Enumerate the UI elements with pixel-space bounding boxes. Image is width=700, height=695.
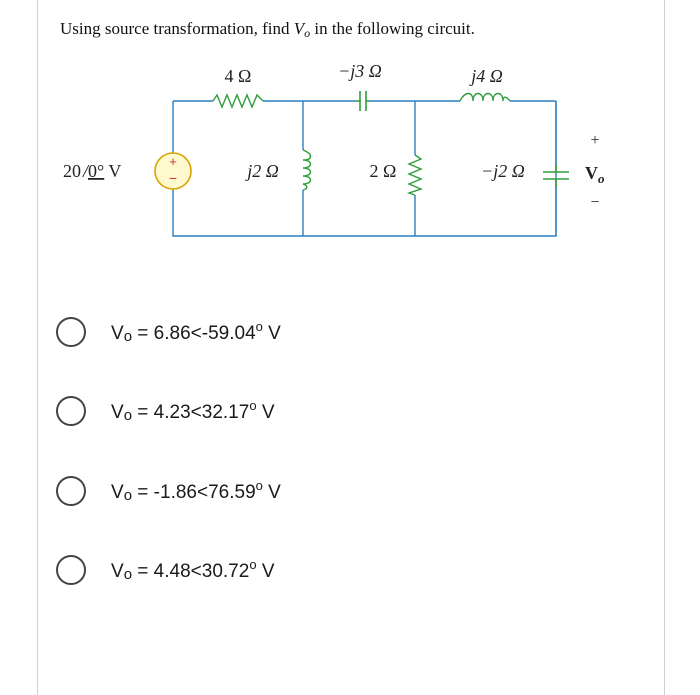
l2-label: j2 Ω [247,161,279,181]
source-minus: − [168,170,178,186]
c2-label: −j2 Ω [481,161,525,181]
option-3[interactable] [56,473,456,509]
question-prefix: Using source transformation, find [60,19,294,38]
vo-minus: − [590,194,600,211]
circuit-diagram [55,55,615,250]
source-plus: + [169,154,177,169]
source-label: 20 /0° V [63,161,122,181]
option-1[interactable] [56,314,456,350]
c1-label: −j3 Ω [338,61,382,81]
r1-label: 4 Ω [224,66,252,86]
option-4-radio[interactable] [56,555,86,585]
r2-label: 2 Ω [369,161,397,181]
option-3-radio[interactable] [56,476,86,506]
question-text [60,19,475,39]
option-2-radio[interactable] [56,396,86,426]
inductor-j2 [303,150,311,190]
option-2-text: $V_o = 4.23<32.17^o$ V [111,398,275,424]
option-3-text: $V_o = -1.86<76.59^o$ V [111,478,281,504]
question-var: V [293,19,305,38]
inductor-j4 [460,94,510,102]
resistor-4ohm [213,95,263,107]
question-suffix: in the following circuit. [310,19,475,38]
option-2[interactable] [56,393,456,429]
question-var-sub: o [304,26,311,40]
option-1-text: $V_o = 6.86<-59.04^o$ V [111,319,281,345]
vo-label: $V_o$ [585,163,605,186]
l1-label: j4 Ω [471,66,503,86]
capacitor-minus-j3 [356,91,370,111]
vo-plus: + [590,132,600,149]
option-4-text: $V_o = 4.48<30.72^o$ V [111,557,275,583]
option-1-radio[interactable] [56,317,86,347]
resistor-2ohm [409,155,421,195]
option-4[interactable] [56,552,456,588]
